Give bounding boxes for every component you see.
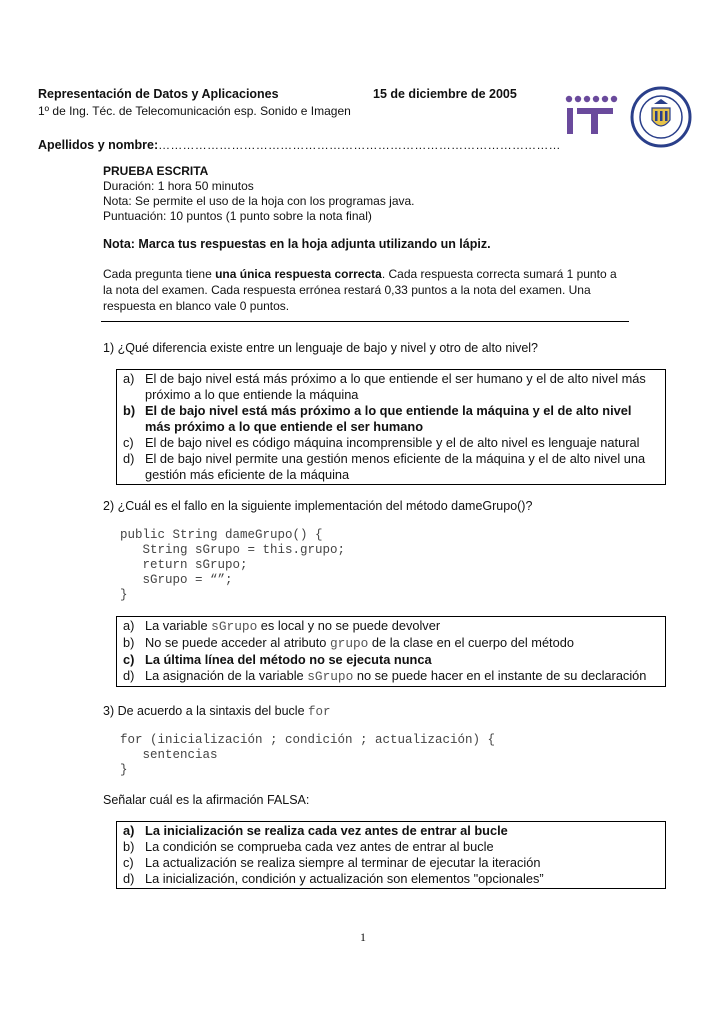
question-3-prompt: Señalar cuál es la afirmación FALSA: (103, 793, 310, 807)
option-b[interactable] (123, 839, 659, 855)
option-text: La asignación de la variable (145, 668, 308, 683)
option-text: La condición se comprueba cada vez antes de entrar al bucle (145, 839, 494, 854)
code-line: } (120, 763, 128, 777)
option-a[interactable] (123, 618, 659, 635)
question-2 (103, 499, 532, 513)
option-code: sGrupo (307, 669, 354, 684)
name-dots: ……………………………………………………………………………………… (158, 138, 561, 152)
question-3-options (116, 821, 666, 889)
option-d[interactable] (123, 451, 659, 483)
question-number: 3) (103, 704, 115, 718)
code-line: } (120, 588, 128, 602)
rules-pre: Cada pregunta tiene (103, 267, 216, 281)
course-title: Representación de Datos y Aplicaciones (38, 87, 279, 101)
question-3 (103, 704, 331, 719)
exam-duration: Duración: 1 hora 50 minutos (103, 179, 254, 193)
divider (101, 321, 629, 322)
code-line: sentencias (120, 748, 218, 762)
name-label: Apellidos y nombre: (38, 138, 159, 152)
option-text: El de bajo nivel está más próximo a lo que entiende la máquina y el de alto nivel más próximo a lo que entiende el ser humano (145, 403, 632, 434)
option-text: La última línea del método no se ejecuta nunca (145, 652, 432, 667)
option-b[interactable] (123, 635, 659, 652)
option-code: grupo (329, 636, 369, 651)
option-text: no se puede hacer en el instante de su declaración (353, 668, 647, 683)
question-1-options (116, 369, 666, 485)
option-letter: c) (123, 652, 135, 667)
option-letter: a) (123, 371, 135, 386)
option-code: sGrupo (211, 619, 258, 634)
degree-line: 1º de Ing. Téc. de Telecomunicación esp. Sonido e Imagen (38, 104, 351, 118)
question-number: 1) (103, 341, 115, 355)
option-text: El de bajo nivel permite una gestión menos eficiente de la máquina y el de alto nivel una gestión más eficiente de la máquina (145, 451, 646, 482)
option-text: es local y no se puede devolver (257, 618, 441, 633)
option-d[interactable] (123, 871, 659, 887)
question-text: De acuerdo a la sintaxis del bucle (117, 704, 308, 718)
for-keyword: for (308, 705, 331, 719)
option-a[interactable] (123, 371, 659, 403)
option-c[interactable] (123, 855, 659, 871)
question-text: ¿Qué diferencia existe entre un lenguaje de bajo y nivel y otro de alto nivel? (117, 341, 539, 355)
code-line: sGrupo = “”; (120, 573, 233, 587)
option-text: La variable (145, 618, 212, 633)
question-1 (103, 341, 538, 355)
question-number: 2) (103, 499, 115, 513)
option-letter: c) (123, 855, 134, 870)
it-logo-icon (563, 92, 623, 140)
code-line: public String dameGrupo() { (120, 528, 323, 542)
option-text: El de bajo nivel está más próximo a lo que entiende el ser humano y el de alto nivel más próximo a lo que entiende la máquina (145, 371, 646, 402)
option-a[interactable] (123, 823, 659, 839)
exam-note: Nota: Se permite el uso de la hoja con los programas java. (103, 194, 415, 208)
code-line: String sGrupo = this.grupo; (120, 543, 346, 557)
exam-rules (103, 266, 623, 314)
question-2-options (116, 616, 666, 687)
exam-score: Puntuación: 10 puntos (1 punto sobre la nota final) (103, 209, 372, 223)
option-text: El de bajo nivel es código máquina incomprensible y el de alto nivel es lenguaje natural (145, 435, 640, 450)
rules-post: . Cada respuesta correcta sumará 1 punto a la nota del examen. Cada respuesta errónea restará 0,33 puntos a la nota del examen. Una respuesta en blanco vale 0 puntos. (103, 267, 617, 313)
option-d[interactable] (123, 668, 659, 685)
option-text: de la clase en el cuerpo del método (368, 635, 574, 650)
page-number: 1 (360, 930, 366, 944)
option-c[interactable] (123, 435, 659, 451)
option-b[interactable] (123, 403, 659, 435)
option-text: La inicialización, condición y actualización son elementos "opcionales” (145, 871, 544, 886)
code-line: return sGrupo; (120, 558, 248, 572)
exam-info (103, 164, 415, 224)
option-letter: d) (123, 871, 135, 886)
option-letter: b) (123, 839, 135, 854)
exam-warning: Nota: Marca tus respuestas en la hoja adjunta utilizando un lápiz. (103, 237, 491, 251)
exam-date: 15 de diciembre de 2005 (373, 87, 517, 101)
university-seal-icon (630, 86, 692, 148)
code-block-3 (120, 733, 495, 778)
option-letter: a) (123, 823, 135, 838)
option-letter: a) (123, 618, 135, 633)
option-letter: c) (123, 435, 134, 450)
option-c[interactable] (123, 652, 659, 668)
rules-bold: una única respuesta correcta (215, 267, 382, 281)
exam-title: PRUEBA ESCRITA (103, 164, 209, 178)
question-text: ¿Cuál es el fallo en la siguiente implementación del método dameGrupo()? (117, 499, 533, 513)
option-letter: d) (123, 668, 135, 683)
option-letter: d) (123, 451, 135, 466)
option-letter: b) (123, 635, 135, 650)
option-text: No se puede acceder al atributo (145, 635, 330, 650)
option-letter: b) (123, 403, 136, 418)
name-line (38, 136, 561, 154)
option-text: La actualización se realiza siempre al terminar de ejecutar la iteración (145, 855, 541, 870)
code-line: for (inicialización ; condición ; actualización) { (120, 733, 496, 747)
code-block-2 (120, 528, 345, 603)
option-text: La inicialización se realiza cada vez antes de entrar al bucle (145, 823, 508, 838)
